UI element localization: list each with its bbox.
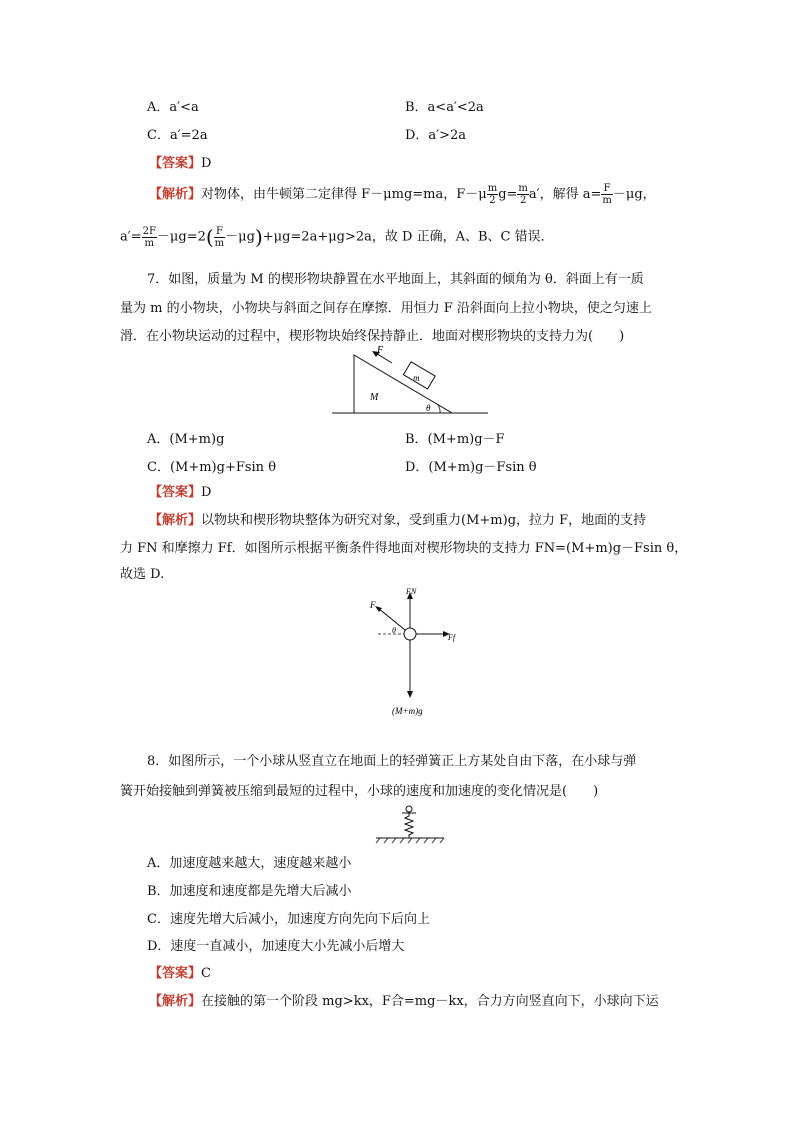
q7-analysis-line-3: 故选 D.: [120, 567, 165, 582]
answer-value: D: [201, 485, 212, 500]
analysis-tag: 【解析】: [149, 513, 202, 528]
spring: [405, 813, 413, 838]
answer-tag: 【答案】: [149, 485, 202, 500]
q7-answer: [149, 481, 211, 500]
q6-analysis-line-2: a′= $\frac{2F}{m}$ －μg=2( $\frac{F}{m}$ －μg)+μg=2a+μg>2a，故 D 正确，A、B、C 错误．: [120, 225, 554, 249]
q7-stem-line-3: 滑．在小物块运动的过程中，楔形物块始终保持静止．地面对楔形物块的支持力为( ): [120, 329, 625, 344]
q6-option-c: C．a′=2a: [147, 128, 208, 143]
answer-value: C: [201, 966, 211, 981]
label-F: F: [377, 345, 384, 356]
q7-option-b: B．(M+m)g－F: [405, 432, 505, 447]
answer-tag: 【答案】: [149, 966, 202, 981]
q8-option-c: C．速度先增大后减小，加速度方向先向下后向上: [147, 912, 430, 927]
label-theta: θ: [392, 626, 396, 635]
fraction: $\frac{m}{2}$: [487, 183, 498, 206]
q8-option-d: D．速度一直减小，加速度大小先减小后增大: [147, 939, 405, 954]
answer-value: D: [201, 156, 212, 171]
q7-stem-line-1: 7．如图，质量为 M 的楔形物块静置在水平地面上，其斜面的倾角为 θ．斜面上有一质: [147, 272, 644, 287]
q7-analysis-line-2: 力 FN 和摩擦力 Ff．如图所示根据平衡条件得地面对楔形物块的支持力 FN=(M+m)g－Fsin θ，: [120, 541, 688, 556]
q7-option-c: C．(M+m)g+Fsin θ: [147, 460, 277, 475]
free-body-diagram: [360, 582, 470, 718]
fraction: $\frac{F}{m}$: [602, 183, 612, 206]
q7-option-d: D．(M+m)g－Fsin θ: [405, 460, 537, 475]
q8-option-a: A．加速度越来越大，速度越来越小: [147, 856, 352, 871]
ground-hatching: [376, 838, 444, 843]
label-Ff: Ff: [448, 633, 456, 642]
q8-answer: [149, 962, 211, 981]
q8-analysis-line-1: 【解析】在接触的第一个阶段 mg>kx，F合=mg－kx，合力方向竖直向下，小球向下运: [149, 994, 659, 1009]
label-theta: θ: [426, 403, 431, 413]
q6-option-d: D．a′>2a: [405, 128, 467, 143]
analysis-text: 对物体，由牛顿第二定律得 F－μmg=ma，F－μ: [201, 187, 487, 202]
q6-analysis-line-1: 【解析】对物体，由牛顿第二定律得 F－μmg=ma，F－μ $\frac{m}{2}$ g= $\frac{m}{2}$ a′，解得 a= $\frac{F}{m}$ －μg，: [149, 183, 656, 206]
label-m: m: [413, 373, 420, 383]
q6-answer: [149, 152, 211, 171]
analysis-tag: 【解析】: [149, 994, 202, 1009]
label-F: F: [370, 600, 376, 610]
fraction: $\frac{F}{m}$: [214, 225, 225, 249]
fraction: $\frac{m}{2}$: [518, 183, 528, 206]
ball: [406, 806, 412, 812]
label-FN: FN: [406, 587, 417, 596]
q6-option-b: B．a<a′<2a: [405, 100, 484, 115]
q7-analysis-line-1: 【解析】以物块和楔形物块整体为研究对象，受到重力(M+m)g，拉力 F，地面的支持: [149, 513, 647, 528]
q8-stem-line-1: 8．如图所示，一个小球从竖直立在地面上的轻弹簧正上方某处自由下落，在小球与弹: [147, 754, 637, 769]
body-circle: [404, 628, 416, 640]
q7-stem-line-2: 量为 m 的小物块，小物块与斜面之间存在摩擦．用恒力 F 沿斜面向上拉小物块，使之匀速上: [120, 301, 652, 316]
q8-stem-line-2: 簧开始接触到弹簧被压缩到最短的过程中，小球的速度和加速度的变化情况是( ): [120, 784, 599, 799]
incline-figure: [330, 345, 490, 417]
q8-option-b: B．加速度和速度都是先增大后减小: [147, 884, 352, 899]
label-M: M: [370, 392, 379, 403]
q7-option-a: A．(M+m)g: [147, 432, 225, 447]
spring-figure: [372, 805, 450, 845]
q6-option-a: A．a′<a: [147, 100, 199, 115]
fraction: $\frac{2F}{m}$: [142, 225, 156, 249]
label-gravity: (M+m)g: [392, 706, 423, 716]
wedge: [354, 355, 452, 413]
answer-tag: 【答案】: [149, 156, 202, 171]
analysis-tag: 【解析】: [149, 187, 202, 202]
